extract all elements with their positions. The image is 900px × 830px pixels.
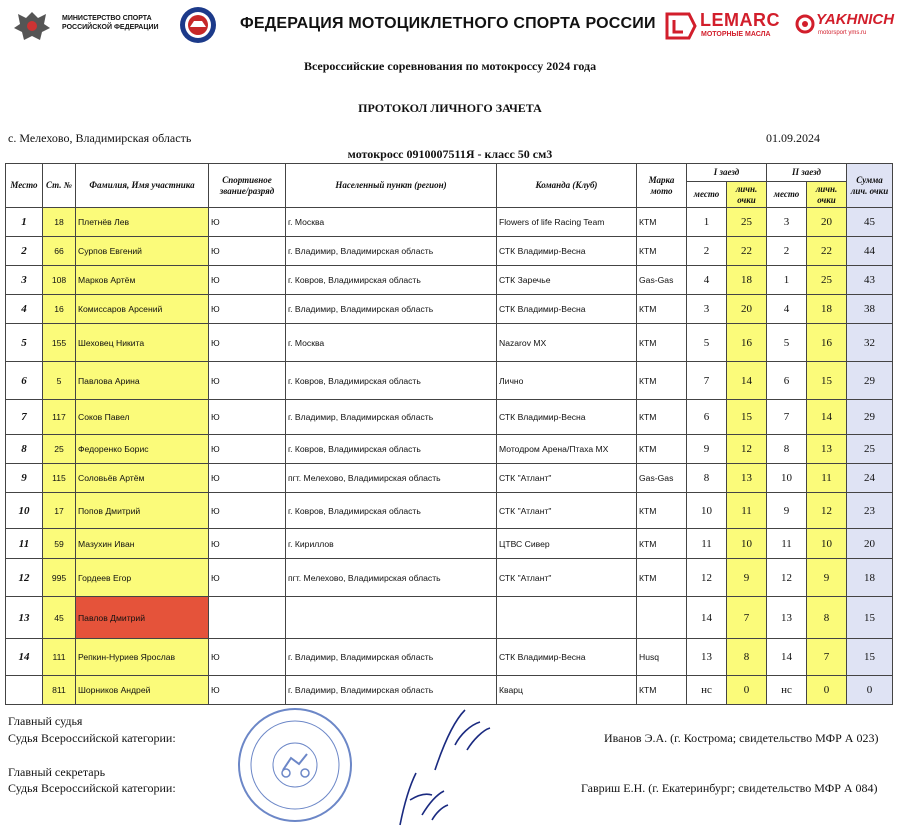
cell-name: Гордеев Егор — [76, 559, 209, 597]
cell-brand: Gas-Gas — [637, 266, 687, 295]
cell-city: г. Ковров, Владимирская область — [286, 493, 497, 529]
chief-judge-name: Иванов Э.А. (г. Кострома; свидетельство МФР А 023) — [604, 731, 879, 745]
cell-start-no: 117 — [43, 400, 76, 435]
cell-place: 11 — [6, 529, 43, 559]
cell-race2-pos: 7 — [767, 400, 807, 435]
cell-race2-pos: 14 — [767, 639, 807, 676]
cell-start-no: 811 — [43, 676, 76, 705]
cell-race2-pts: 16 — [807, 324, 847, 362]
cell-race1-pos: 6 — [687, 400, 727, 435]
cell-start-no: 16 — [43, 295, 76, 324]
cell-race2-pts: 14 — [807, 400, 847, 435]
cell-total: 32 — [847, 324, 893, 362]
chief-secretary-category: Судья Всероссийской категории: — [8, 781, 176, 795]
cell-team: Лично — [497, 362, 637, 400]
cell-rank: Ю — [209, 362, 286, 400]
cell-city: г. Кириллов — [286, 529, 497, 559]
cell-race1-pos: 11 — [687, 529, 727, 559]
cell-start-no: 18 — [43, 208, 76, 237]
cell-start-no: 995 — [43, 559, 76, 597]
cell-team: СТК Владимир-Весна — [497, 400, 637, 435]
cell-race2-pos: 2 — [767, 237, 807, 266]
cell-city: г. Москва — [286, 208, 497, 237]
event-date: 01.09.2024 — [766, 131, 820, 145]
cell-place: 8 — [6, 435, 43, 464]
cell-name: Шеховец Никита — [76, 324, 209, 362]
cell-place: 2 — [6, 237, 43, 266]
cell-race1-pos: 5 — [687, 324, 727, 362]
cell-team: СТК "Атлант" — [497, 559, 637, 597]
col-race2: II заезд — [767, 164, 847, 182]
competition-title: Всероссийские соревнования по мотокроссу 2024 года — [303, 59, 597, 73]
cell-place: 9 — [6, 464, 43, 493]
cell-race1-pos: 13 — [687, 639, 727, 676]
results-table — [5, 163, 893, 705]
cell-team: Flowers of life Racing Team — [497, 208, 637, 237]
cell-race1-pts: 8 — [727, 639, 767, 676]
lemarc-wordmark: LEMARC — [700, 10, 780, 30]
cell-race2-pos: нс — [767, 676, 807, 705]
cell-name: Соков Павел — [76, 400, 209, 435]
cell-start-no: 111 — [43, 639, 76, 676]
cell-start-no: 25 — [43, 435, 76, 464]
cell-race1-pts: 12 — [727, 435, 767, 464]
cell-brand: КТМ — [637, 676, 687, 705]
cell-race2-pos: 10 — [767, 464, 807, 493]
cell-city: пгт. Мелехово, Владимирская область — [286, 559, 497, 597]
col-race1-pos: место — [687, 182, 727, 208]
cell-start-no: 66 — [43, 237, 76, 266]
header — [0, 0, 900, 50]
cell-brand: КТМ — [637, 237, 687, 266]
cell-total: 18 — [847, 559, 893, 597]
cell-race1-pos: 10 — [687, 493, 727, 529]
cell-race2-pts: 8 — [807, 597, 847, 639]
cell-race1-pts: 15 — [727, 400, 767, 435]
cell-name: Шорников Андрей — [76, 676, 209, 705]
cell-race2-pts: 7 — [807, 639, 847, 676]
protocol-title: ПРОТОКОЛ ЛИЧНОГО ЗАЧЕТА — [358, 101, 542, 115]
cell-team: СТК Владимир-Весна — [497, 639, 637, 676]
cell-rank: Ю — [209, 435, 286, 464]
cell-team: СТК Заречье — [497, 266, 637, 295]
col-city: Населенный пункт (регион) — [286, 164, 497, 208]
cell-city: г. Ковров, Владимирская область — [286, 435, 497, 464]
cell-place: 10 — [6, 493, 43, 529]
cell-race2-pts: 22 — [807, 237, 847, 266]
cell-rank: Ю — [209, 400, 286, 435]
chief-secretary-label: Главный секретарь — [8, 765, 106, 779]
cell-race2-pos: 12 — [767, 559, 807, 597]
table-row — [6, 324, 893, 362]
cell-team: СТК Владимир-Весна — [497, 295, 637, 324]
cell-race1-pos: 1 — [687, 208, 727, 237]
cell-race2-pts: 9 — [807, 559, 847, 597]
cell-total: 15 — [847, 597, 893, 639]
cell-rank: Ю — [209, 208, 286, 237]
cell-race1-pos: нс — [687, 676, 727, 705]
cell-rank — [209, 597, 286, 639]
cell-start-no: 17 — [43, 493, 76, 529]
cell-race1-pts: 0 — [727, 676, 767, 705]
cell-race1-pts: 22 — [727, 237, 767, 266]
cell-brand: КТМ — [637, 493, 687, 529]
col-race2-pos: место — [767, 182, 807, 208]
cell-name: Мазухин Иван — [76, 529, 209, 559]
cell-race2-pos: 5 — [767, 324, 807, 362]
cell-race2-pts: 12 — [807, 493, 847, 529]
cell-place: 13 — [6, 597, 43, 639]
cell-rank: Ю — [209, 464, 286, 493]
cell-total: 29 — [847, 400, 893, 435]
cell-total: 24 — [847, 464, 893, 493]
event-location: с. Мелехово, Владимирская область — [8, 131, 192, 145]
cell-start-no: 115 — [43, 464, 76, 493]
cell-race1-pts: 13 — [727, 464, 767, 493]
header-row-1 — [6, 164, 893, 182]
cell-name: Павлова Арина — [76, 362, 209, 400]
cell-race2-pos: 3 — [767, 208, 807, 237]
cell-total: 15 — [847, 639, 893, 676]
cell-place: 4 — [6, 295, 43, 324]
table-row — [6, 400, 893, 435]
cell-place: 12 — [6, 559, 43, 597]
col-total: Сумма лич. очки — [847, 164, 893, 208]
cell-name: Комиссаров Арсений — [76, 295, 209, 324]
table-row — [6, 237, 893, 266]
cell-race2-pts: 0 — [807, 676, 847, 705]
table-row — [6, 435, 893, 464]
coat-of-arms-icon — [10, 8, 54, 44]
col-name: Фамилия, Имя участника — [76, 164, 209, 208]
cell-rank: Ю — [209, 237, 286, 266]
cell-race1-pts: 9 — [727, 559, 767, 597]
cell-place: 5 — [6, 324, 43, 362]
cell-race2-pos: 9 — [767, 493, 807, 529]
cell-brand: КТМ — [637, 529, 687, 559]
cell-city — [286, 597, 497, 639]
cell-place: 6 — [6, 362, 43, 400]
cell-race1-pos: 9 — [687, 435, 727, 464]
cell-name: Сурпов Евгений — [76, 237, 209, 266]
cell-race1-pts: 10 — [727, 529, 767, 559]
cell-name: Плетнёв Лев — [76, 208, 209, 237]
col-place: Место — [6, 164, 43, 208]
cell-team: Nazarov MX — [497, 324, 637, 362]
federation-title: ФЕДЕРАЦИЯ МОТОЦИКЛЕТНОГО СПОРТА РОССИИ — [240, 15, 656, 32]
cell-rank: Ю — [209, 529, 286, 559]
cell-race2-pts: 11 — [807, 464, 847, 493]
cell-city: г. Москва — [286, 324, 497, 362]
cell-race1-pts: 25 — [727, 208, 767, 237]
table-row — [6, 597, 893, 639]
cell-place — [6, 676, 43, 705]
cell-total: 38 — [847, 295, 893, 324]
cell-race1-pts: 14 — [727, 362, 767, 400]
table-row — [6, 295, 893, 324]
cell-total: 25 — [847, 435, 893, 464]
cell-race1-pos: 7 — [687, 362, 727, 400]
cell-city: г. Владимир, Владимирская область — [286, 676, 497, 705]
official-stamp-icon — [236, 706, 354, 824]
cell-team: Кварц — [497, 676, 637, 705]
cell-race1-pts: 20 — [727, 295, 767, 324]
cell-city: г. Владимир, Владимирская область — [286, 639, 497, 676]
cell-race1-pos: 4 — [687, 266, 727, 295]
cell-race2-pos: 8 — [767, 435, 807, 464]
cell-race1-pts: 11 — [727, 493, 767, 529]
cell-start-no: 5 — [43, 362, 76, 400]
cell-rank: Ю — [209, 295, 286, 324]
cell-brand: КТМ — [637, 295, 687, 324]
cell-team: Мотодром Арена/Птаха МХ — [497, 435, 637, 464]
cell-name: Соловьёв Артём — [76, 464, 209, 493]
table-row — [6, 529, 893, 559]
cell-race1-pos: 3 — [687, 295, 727, 324]
cell-race1-pts: 18 — [727, 266, 767, 295]
cell-city: г. Ковров, Владимирская область — [286, 266, 497, 295]
secretary-signature-icon — [392, 765, 452, 830]
cell-city: г. Ковров, Владимирская область — [286, 362, 497, 400]
cell-total: 45 — [847, 208, 893, 237]
cell-name: Попов Дмитрий — [76, 493, 209, 529]
table-row — [6, 639, 893, 676]
table-row — [6, 208, 893, 237]
cell-race1-pts: 16 — [727, 324, 767, 362]
cell-total: 44 — [847, 237, 893, 266]
cell-race2-pos: 13 — [767, 597, 807, 639]
cell-rank: Ю — [209, 493, 286, 529]
cell-race2-pts: 15 — [807, 362, 847, 400]
chief-judge-label: Главный судья — [8, 714, 83, 728]
cell-brand: Gas-Gas — [637, 464, 687, 493]
cell-rank: Ю — [209, 559, 286, 597]
cell-brand: КТМ — [637, 208, 687, 237]
col-race2-pts: личн. очки — [807, 182, 847, 208]
cell-total: 43 — [847, 266, 893, 295]
cell-total: 20 — [847, 529, 893, 559]
cell-race1-pos: 8 — [687, 464, 727, 493]
cell-team — [497, 597, 637, 639]
table-row — [6, 266, 893, 295]
table-row — [6, 362, 893, 400]
cell-brand: КТМ — [637, 435, 687, 464]
cell-name: Репкин-Нуриев Ярослав — [76, 639, 209, 676]
cell-city: пгт. Мелехово, Владимирская область — [286, 464, 497, 493]
table-row — [6, 559, 893, 597]
ministry-name: МИНИСТЕРСТВО СПОРТА РОССИЙСКОЙ ФЕДЕРАЦИИ — [62, 15, 159, 31]
cell-place: 14 — [6, 639, 43, 676]
cell-start-no: 108 — [43, 266, 76, 295]
col-race1-pts: личн. очки — [727, 182, 767, 208]
cell-city: г. Владимир, Владимирская область — [286, 237, 497, 266]
cell-race2-pos: 11 — [767, 529, 807, 559]
mfr-emblem-icon — [178, 5, 218, 45]
cell-name: Павлов Дмитрий — [76, 597, 209, 639]
cell-start-no: 155 — [43, 324, 76, 362]
cell-brand: КТМ — [637, 362, 687, 400]
cell-race2-pts: 10 — [807, 529, 847, 559]
cell-race2-pts: 13 — [807, 435, 847, 464]
cell-brand: КТМ — [637, 559, 687, 597]
lemarc-subtitle: МОТОРНЫЕ МАСЛА — [701, 31, 771, 38]
cell-place: 3 — [6, 266, 43, 295]
cell-place: 1 — [6, 208, 43, 237]
cell-total: 0 — [847, 676, 893, 705]
cell-race1-pos: 12 — [687, 559, 727, 597]
class-line: мотокросс 0910007511Я - класс 50 см3 — [347, 147, 553, 161]
table-row — [6, 464, 893, 493]
cell-brand: КТМ — [637, 324, 687, 362]
cell-team: СТК "Атлант" — [497, 493, 637, 529]
col-team: Команда (Клуб) — [497, 164, 637, 208]
chief-secretary-name: Гавриш Е.Н. (г. Екатеринбург; свидетельство МФР А 084) — [581, 781, 878, 795]
yakhnich-wordmark: YAKHNICH — [816, 11, 895, 28]
cell-race1-pts: 7 — [727, 597, 767, 639]
col-race1: I заезд — [687, 164, 767, 182]
col-rank: Спортивное звание/разряд — [209, 164, 286, 208]
cell-start-no: 45 — [43, 597, 76, 639]
col-start-no: Ст. № — [43, 164, 76, 208]
cell-brand: КТМ — [637, 400, 687, 435]
cell-team: СТК Владимир-Весна — [497, 237, 637, 266]
cell-race2-pos: 1 — [767, 266, 807, 295]
yakhnich-subtitle: motorsport yms.ru — [818, 30, 867, 36]
cell-start-no: 59 — [43, 529, 76, 559]
cell-rank: Ю — [209, 639, 286, 676]
cell-race2-pts: 25 — [807, 266, 847, 295]
chief-judge-category: Судья Всероссийской категории: — [8, 731, 176, 745]
cell-city: г. Владимир, Владимирская область — [286, 400, 497, 435]
cell-team: СТК "Атлант" — [497, 464, 637, 493]
cell-race2-pos: 4 — [767, 295, 807, 324]
cell-race2-pos: 6 — [767, 362, 807, 400]
cell-name: Марков Артём — [76, 266, 209, 295]
cell-race1-pos: 14 — [687, 597, 727, 639]
cell-brand: Husq — [637, 639, 687, 676]
cell-total: 29 — [847, 362, 893, 400]
table-row — [6, 493, 893, 529]
cell-race2-pts: 18 — [807, 295, 847, 324]
cell-place: 7 — [6, 400, 43, 435]
cell-rank: Ю — [209, 676, 286, 705]
results-body — [6, 208, 893, 705]
cell-team: ЦТВС Сивер — [497, 529, 637, 559]
cell-total: 23 — [847, 493, 893, 529]
cell-name: Федоренко Борис — [76, 435, 209, 464]
cell-city: г. Владимир, Владимирская область — [286, 295, 497, 324]
cell-race1-pos: 2 — [687, 237, 727, 266]
cell-rank: Ю — [209, 324, 286, 362]
cell-brand — [637, 597, 687, 639]
col-brand: Марка мото — [637, 164, 687, 208]
cell-race2-pts: 20 — [807, 208, 847, 237]
cell-rank: Ю — [209, 266, 286, 295]
